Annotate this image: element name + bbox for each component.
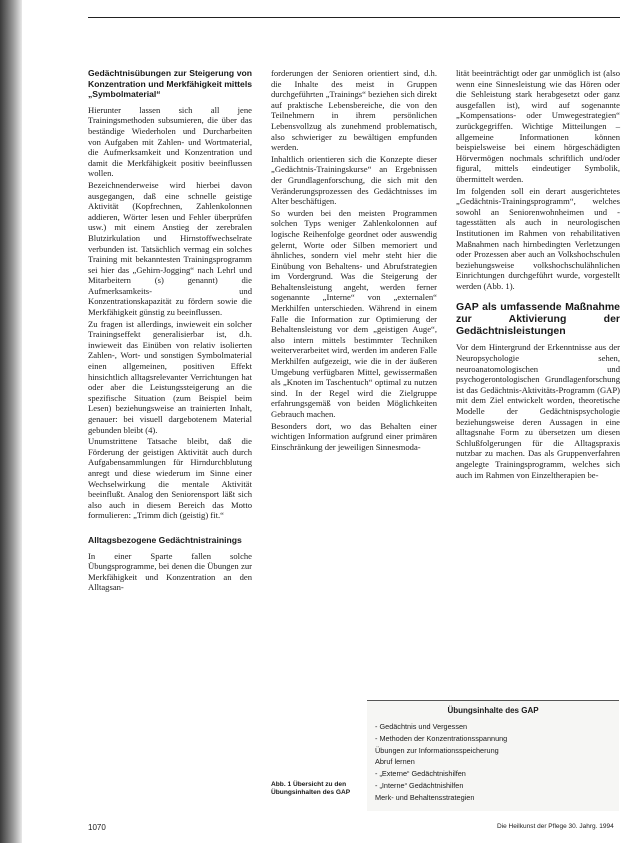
column-2	[271, 68, 437, 453]
paragraph: forderungen der Senioren orientiert sind, d.h. die Inhalte des meist in Gruppen durchgeführten „Trainings“ beziehen sich direkt auf praktische Lebensbereiche, die von den Teilnehmern in ihrem persönlichen Lebensvollzug als zunehmend problematisch, also schwieriger zu bewältigen empfunden werden.	[271, 68, 437, 153]
figure-box-title: Übungsinhalte des GAP	[447, 706, 539, 715]
paragraph: Im folgenden soll ein derart ausgerichtetes „Gedächtnis-Trainingsprogramm“, welches sowohl an Seniorenwohnheimen und -tagesstätten als auch in neurologischen Institutionen im Rahmen von rehabilitativen Maßnahmen nach hirnbedingten Verletzungen oder Prozessen aber auch an Volkshochschulen beziehungsweise volkshochschulähnlichen Einrichtungen durchgeführt wurde, vorgestellt werden (Abb. 1).	[456, 185, 620, 291]
paragraph: Hierunter lassen sich all jene Trainingsmethoden subsumieren, die über das beständige Wiederholen und Durcharbeiten von Aufgaben mit Zahlen- und Wortmaterial, die Aufmerksamkeit und Konzentration und damit die Merkfähigkeit positiv beeinflussen wollen.	[88, 104, 252, 179]
column-3	[456, 68, 620, 481]
list-item: - Gedächtnis und Vergessen	[375, 722, 468, 731]
list-item: Abruf lernen	[375, 757, 415, 767]
page-number: 1070	[88, 823, 106, 832]
paragraph: Unumstrittene Tatsache bleibt, daß die Förderung der geistigen Aktivität auch durch Aufgabensammlungen für Hirndurchblutung anregt und diese wiederum im Sinne einer Wechselwirkung die mentale Aktivität beeinflußt. Analog den Seniorensport läßt sich also auch in diesem Bereich das Motto formulieren: „Trimm dich (geistig) fit.“	[88, 436, 252, 521]
figure-box	[367, 700, 619, 811]
journal-footer: Die Heilkunst der Pflege 30. Jahrg. 1994	[497, 823, 614, 830]
paragraph: So wurden bei den meisten Programmen solchen Typs weniger Zahlenkolonnen auf logische Reihenfolge geordnet oder auswendig gelernt, Worte oder Silben memoriert und ähnliches, sondern viel mehr steht hier die Einübung von Behaltens- und Abrufstrategien im Vordergrund. Was die Steigerung der Behaltensleistung angeht, werden ferner sogenannte „Interne“ von „externalen“ Merkhilfen unterschieden. Während in einem Falle die Information zur Optimierung der Behaltensleistung vor dem „geistigen Auge“, also intern mittels bestimmter Techniken weiterverarbeitet wird, werden im anderen Falle Merkhilfen aufgezeigt, wie die in der äußeren Umgebung verfügbaren Mittel, gewissermaßen als „Knoten im Taschentuch“ optimal zu nutzen sind. In der Regel wird die Zielgruppe erfahrungsgemäß von beiden Möglichkeiten Gebrauch machen.	[271, 207, 437, 419]
figure-box-list	[367, 721, 619, 804]
column-1	[88, 68, 252, 594]
paragraph: Zu fragen ist allerdings, inwieweit ein solcher Trainingseffekt generalisierbar ist, d.h. inwieweit das Einüben von relativ isolierten Zahlen-, Wort- und sonstigen Symbolmaterial einen allgemeinen, positiven Effekt hinsichtlich alltagsrelevanter Verrichtungen hat oder aber die Leistungssteigerung an die spezifische Situation (zum Beispiel beim Lesen) beziehungsweise an trainierten Inhalt, genauer: bei visuell dargebotenem Material gebunden bleibt (4).	[88, 318, 252, 435]
page-binding-shadow	[0, 0, 22, 843]
paragraph: Vor dem Hintergrund der Erkenntnisse aus der Neuropsychologie sehen, neuroanatomologischen und psychogerontologischen Grundlagenforschung ist das Gedächtnis-Aktivitäts-Programm (GAP) mit dem Ziel entwickelt worden, theoretische Modelle der Gedächtnispsychologie beziehungsweise deren Aussagen in eine alltagsnahe Form zu übersetzen um diesen Schlußfolgerungen für die Alltagspraxis nutzbar zu machen. Das als Gruppenverfahren angelegte Trainingsprogramm, welches sich auch im Rahmen von Einzeltherapien be-	[456, 342, 620, 480]
section-heading-gap: GAP als umfassende Maßnahme zur Aktivierung der Gedächtnisleistungen	[456, 301, 620, 338]
figure-caption: Abb. 1 Übersicht zu den Übungsinhalten des GAP	[271, 781, 351, 796]
section-heading-1: Gedächtnisübungen zur Steigerung von Konzentration und Merkfähigkeit mittels „Symbolmaterial“	[88, 68, 252, 100]
paragraph: lität beeinträchtigt oder gar unmöglich ist (also wenn eine Sinnesleistung wie das Hören oder die Sehleistung stark herabgesetzt oder ganz ausgefallen ist), wird auf sogenannte „Kompensations- oder Umwegestrategien“ zurückgegriffen. Wichtige Mitteilungen – allgemeine Informationen können beispielsweise bei einem hörgeschädigten Hörvermögen nochmals schriftlich und/oder figural, mittels eindeutiger Symbolik, übermittelt werden.	[456, 68, 620, 184]
header-rule	[88, 17, 620, 18]
paragraph: In einer Sparte fallen solche Übungsprogramme, bei denen die Übungen zur Merkfähigkeit und Konzentration an den Alltagsan-	[88, 550, 252, 593]
paragraph: Besonders dort, wo das Behalten einer wichtigen Information aufgrund einer primären Einschränkung der jeweiligen Sinnesmoda-	[271, 420, 437, 452]
list-item: Übungen zur Informationsspeicherung	[375, 745, 499, 755]
section-heading-2: Alltagsbezogene Gedächtnistrainings	[88, 534, 242, 545]
list-item: Merk- und Behaltensstrategien	[375, 792, 475, 802]
list-item: - „Interne“ Gedächtnishilfen	[375, 780, 464, 790]
list-item: - Methoden der Konzentrationsspannung	[375, 733, 508, 743]
paragraph: Bezeichnenderweise wird hierbei davon ausgegangen, daß eine schnelle geistige Aktivität (Kopfrechnen, Zahlenkolonnen addieren, Wörter lesen und Fehler überprüfen usw.) mit einem Anstieg der zerebralen Blutzirkulation und Hirnstoffwechselrate verbunden ist. Tatsächlich vermag ein solches Training mit bekanntesten Trainingsprogramm sei hier das „Gehirn-Jogging“ nach Lehrl und Mitarbeitern (s) genannt) die Aufmerksamkeits- und Konzentrationskapazität zu fördern sowie die Merkfähigkeit günstig zu beeinflussen.	[88, 179, 252, 318]
paragraph: Inhaltlich orientieren sich die Konzepte dieser „Gedächtnis-Trainingskurse“ an Ergebnissen der Grundlagenforschung, die sich mit den Veränderungsprozessen des Gedächtnisses im Alter beschäftigen.	[271, 153, 437, 207]
list-item: - „Externe“ Gedächtnishilfen	[375, 769, 466, 779]
